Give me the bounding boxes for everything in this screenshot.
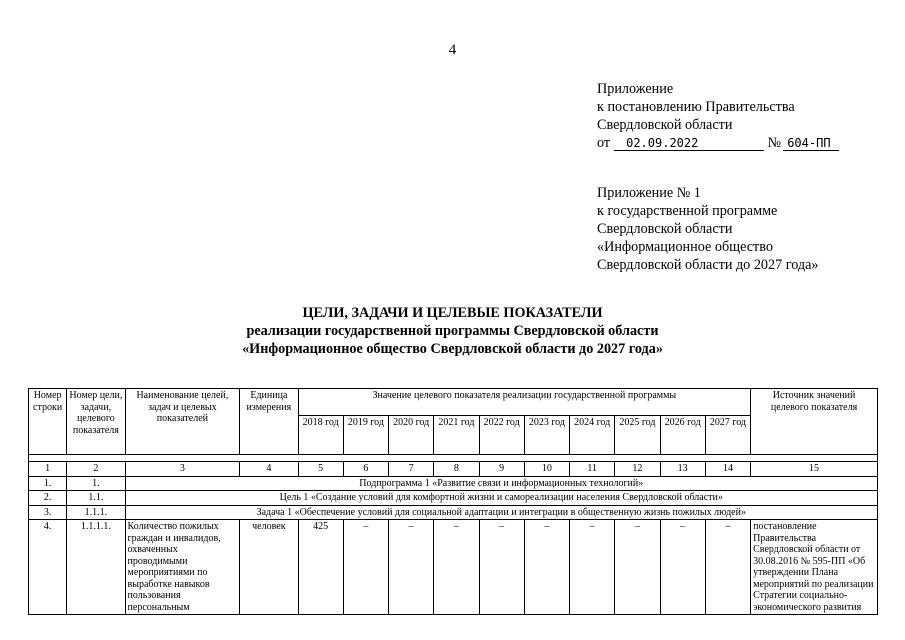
spacer-cell	[29, 455, 878, 462]
header-year: 2020 год	[389, 416, 434, 455]
column-number: 7	[389, 462, 434, 477]
year-value: –	[389, 520, 434, 615]
row-number: 2.	[29, 491, 67, 506]
column-number: 13	[660, 462, 705, 477]
table-row	[29, 491, 878, 506]
column-number: 3	[125, 462, 240, 477]
table-row	[29, 476, 878, 491]
column-number: 5	[298, 462, 343, 477]
document-title	[0, 304, 905, 358]
header-year: 2024 год	[570, 416, 615, 455]
appendix-program-line5: Свердловской области до 2027 года»	[597, 257, 819, 273]
title-line1: ЦЕЛИ, ЗАДАЧИ И ЦЕЛЕВЫЕ ПОКАЗАТЕЛИ	[302, 305, 603, 321]
decree-number: 604-ПП	[787, 136, 831, 150]
year-value: –	[434, 520, 479, 615]
header-spacer	[29, 455, 878, 462]
appendix-program-line2: к государственной программе	[597, 203, 778, 219]
header-source: Источник значений целевого показателя	[751, 389, 878, 455]
appendix-program-line3: Свердловской области	[597, 221, 733, 237]
header-year: 2027 год	[705, 416, 750, 455]
header-year: 2019 год	[343, 416, 388, 455]
year-value: –	[660, 520, 705, 615]
title-line3: «Информационное общество Свердловской области до 2027 года»	[242, 341, 663, 357]
date-field	[614, 136, 764, 151]
appendix-decree-block	[597, 80, 839, 152]
goal-number: 1.1.	[67, 491, 125, 506]
year-value: –	[615, 520, 660, 615]
appendix-program-block	[597, 184, 819, 274]
header-value-group: Значение целевого показателя реализации государственной программы	[298, 389, 751, 416]
appendix-decree-line2: к постановлению Правительства	[597, 99, 795, 115]
year-value: 425	[298, 520, 343, 615]
header-year: 2018 год	[298, 416, 343, 455]
indicator-source: постановление Правительства Свердловской области от 30.08.2016 № 595-ПП «Об утверждении Плана мероприятий по реализации Стратегии социально-экономического развития	[751, 520, 878, 615]
header-name: Наименование целей, задач и целевых показателей	[125, 389, 240, 455]
year-value: –	[343, 520, 388, 615]
header-year: 2021 год	[434, 416, 479, 455]
page-number: 4	[448, 42, 457, 58]
column-number: 10	[524, 462, 569, 477]
column-number: 2	[67, 462, 125, 477]
goal-number: 1.1.1.1.	[67, 520, 125, 615]
goal-title: Цель 1 «Создание условий для комфортной жизни и самореализации населения Свердловской области»	[125, 491, 877, 506]
indicator-unit: человек	[240, 520, 298, 615]
header-year: 2025 год	[615, 416, 660, 455]
column-number: 11	[570, 462, 615, 477]
header-unit: Единица измерения	[240, 389, 298, 455]
appendix-decree-date-line	[597, 134, 839, 152]
row-number: 1.	[29, 476, 67, 491]
year-value: –	[570, 520, 615, 615]
number-label: №	[767, 135, 782, 151]
header-year: 2026 год	[660, 416, 705, 455]
appendix-program-line4: «Информационное общество	[597, 239, 773, 255]
column-number: 9	[479, 462, 524, 477]
row-number: 3.	[29, 505, 67, 520]
table-row	[29, 520, 878, 615]
column-number-row	[29, 462, 878, 477]
column-number: 6	[343, 462, 388, 477]
year-value: –	[479, 520, 524, 615]
goals-table	[28, 388, 878, 615]
header-goal-number: Номер цели, задачи, целевого показателя	[67, 389, 125, 455]
goal-number: 1.	[67, 476, 125, 491]
indicator-name: Количество пожилых граждан и инвалидов, охваченных проводимыми мероприятиями по выработке навыков пользования персональным	[125, 520, 240, 615]
task-title: Задача 1 «Обеспечение условий для социальной адаптации и интеграции в общественную жизнь пожилых людей»	[125, 505, 877, 520]
column-number: 8	[434, 462, 479, 477]
table-row	[29, 505, 878, 520]
row-number: 4.	[29, 520, 67, 615]
subprogram-title: Подпрограмма 1 «Развитие связи и информационных технологий»	[125, 476, 877, 491]
number-field	[783, 136, 839, 151]
from-label: от	[597, 135, 611, 151]
goal-number: 1.1.1.	[67, 505, 125, 520]
year-value: –	[524, 520, 569, 615]
header-year: 2022 год	[479, 416, 524, 455]
appendix-decree-line1: Приложение	[597, 81, 674, 97]
appendix-program-line1: Приложение № 1	[597, 185, 701, 201]
title-line2: реализации государственной программы Свердловской области	[246, 323, 659, 339]
header-row-number: Номер строки	[29, 389, 67, 455]
header-year: 2023 год	[524, 416, 569, 455]
column-number: 12	[615, 462, 660, 477]
column-number: 15	[751, 462, 878, 477]
year-value: –	[705, 520, 750, 615]
column-number: 1	[29, 462, 67, 477]
decree-date: 02.09.2022	[626, 136, 699, 150]
column-number: 4	[240, 462, 298, 477]
appendix-decree-line3: Свердловской области	[597, 117, 733, 133]
column-number: 14	[705, 462, 750, 477]
